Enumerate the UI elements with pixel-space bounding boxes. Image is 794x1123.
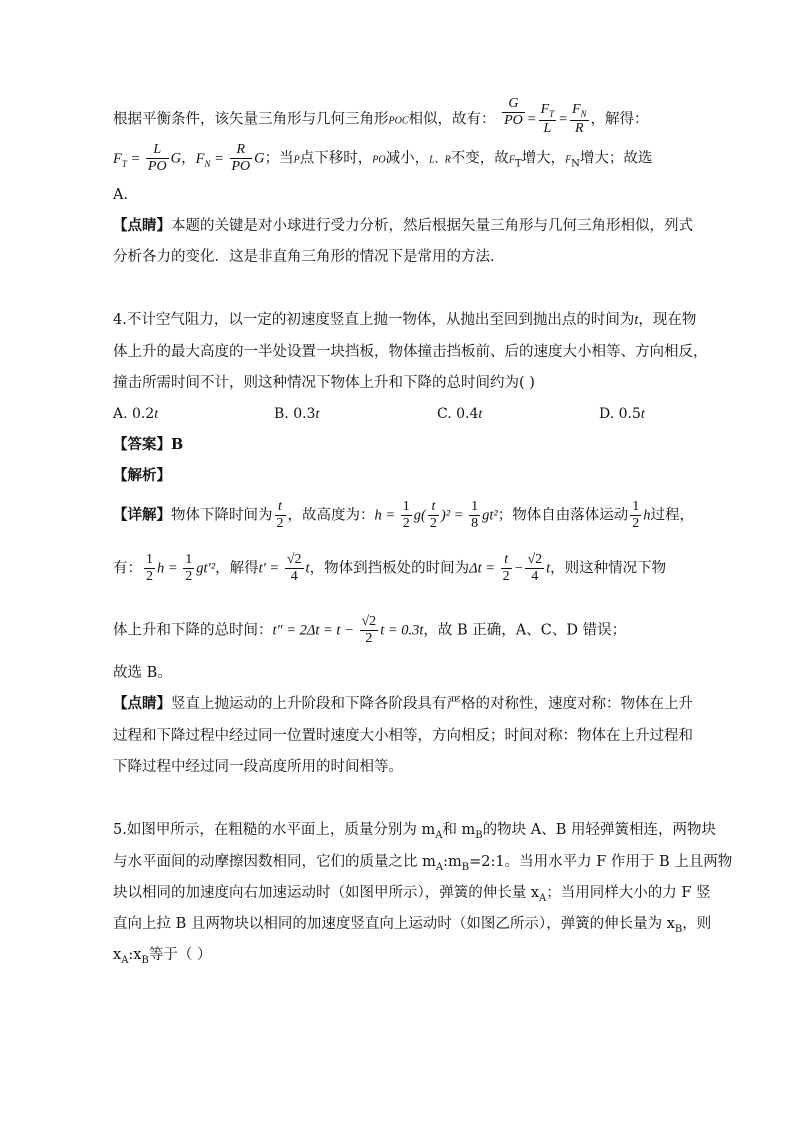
q5-line5: $x_A:x_B$等于（ ） xyxy=(113,947,212,966)
answer: 【答案】B xyxy=(113,436,184,453)
option-c: C. 0.4t xyxy=(437,406,483,422)
q5-line3: 块以相同的加速度向右加速运动时（如图甲所示），弹簧的伸长量 $x_A$；当用同样大小的力 F 竖 xyxy=(113,885,711,904)
formula-fn: $F_N$ = xyxy=(195,150,228,169)
frac-g-po: $\frac{G}{PO}$ xyxy=(504,95,523,128)
dianjing1-line2: 分析各力的变化．这是非直角三角形的情况下是常用的方法． xyxy=(113,249,505,265)
q5-line4: 直向上拉 B 且两物块以相同的加速度竖直向上运动时（如图乙所示），弹簧的伸长量为 $x_B$，则 xyxy=(113,916,712,935)
xiangjie-line3: 体上升和下降的总时间：t″ = 2Δt = t − $\frac{√2}{2}$ t = 0.3t，故 B 正确，A、C、D 错误； xyxy=(113,614,627,646)
option-b: B. 0.3t xyxy=(274,406,320,422)
frac-fn-r: $\frac{F_N}{R}$ xyxy=(571,102,587,136)
q5-line1: 5.如图甲所示，在粗糙的水平面上，质量分别为 $m_A$和 $m_B$的物块 A、B 用轻弹簧相连，两物块 xyxy=(113,822,717,841)
q4-line1: 4.不计空气阻力，以一定的初速度竖直上抛一物体，从抛出至回到抛出点的时间为t，现在物 xyxy=(113,312,697,328)
xiangjie-line4: 故选 B。 xyxy=(113,665,172,681)
xiangjie-line2: 有： $\frac{1}{2}$ h = $\frac{1}{2}$ gt′²，解得t′ = $\frac{√2}{4}$ t，物体到挡板处的时间为Δt = $\frac{t}{2}$ − $\frac{√2}{4}$ t，则这种情况下物 xyxy=(113,552,667,584)
q4-line3: 撞击所需时间不计，则这种情况下物体上升和下降的总时间约为( ) xyxy=(113,375,535,391)
option-d: D. 0.5t xyxy=(599,406,645,422)
para1-line2: $F_T$ = $\frac{L}{PO}$ G，$F_N$ = $\frac{R}{PO}$ G；当P点下移时，PO减小，L、R不变，故$F_T$增大，$F_N$增大；故选 xyxy=(113,142,653,174)
dianjing1-line1: 【点睛】本题的关键是对小球进行受力分析，然后根据矢量三角形与几何三角形相似，列式 xyxy=(113,217,693,234)
formula-ft: $F_T$ = xyxy=(113,150,144,169)
xiangjie-line1: 【详解】物体下降时间为 $\frac{t}{2}$ ，故高度为：h = $\frac{1}{2}$ g( $\frac{t}{2}$ )² = $\frac{1}{8}$ gt²；物体自由落体运动 $\frac{1}{2}$ h过程， xyxy=(113,499,694,531)
option-a: A. 0.2t xyxy=(113,406,159,422)
frac-ft-l: $\frac{F_T}{L}$ xyxy=(540,102,555,136)
dianjing-tag: 【点睛】 xyxy=(113,217,171,234)
para1-line1: 根据平衡条件，该矢量三角形与几何三角形POC相似，故有： $\frac{G}{PO}$ = $\frac{F_T}{L}$ = $\frac{F_N}{R}$ ，解得： xyxy=(113,95,649,136)
q5-line2: 与水平面间的动摩擦因数相同，它们的质量之比 $m_A:m_B=2:1$。当用水平力 F 作用于 B 上且两物 xyxy=(113,854,733,873)
dianjing2-line3: 下降过程中经过同一段高度所用的时间相等。 xyxy=(113,759,403,775)
q4-line2: 体上升的最大高度的一半处设置一块挡板，物体撞击挡板前、后的速度大小相等、方向相反， xyxy=(113,344,708,360)
dianjing2-line1: 【点睛】竖直上抛运动的上升阶段和下降各阶段具有严格的对称性，速度对称：物体在上升 xyxy=(113,695,693,712)
para1-line3: A. xyxy=(113,187,129,203)
jiexi-heading: 【解析】 xyxy=(113,467,171,484)
dianjing2-line2: 过程和下降过程中经过同一位置时速度大小相等，方向相反；时间对称：物体在上升过程和 xyxy=(113,728,693,744)
